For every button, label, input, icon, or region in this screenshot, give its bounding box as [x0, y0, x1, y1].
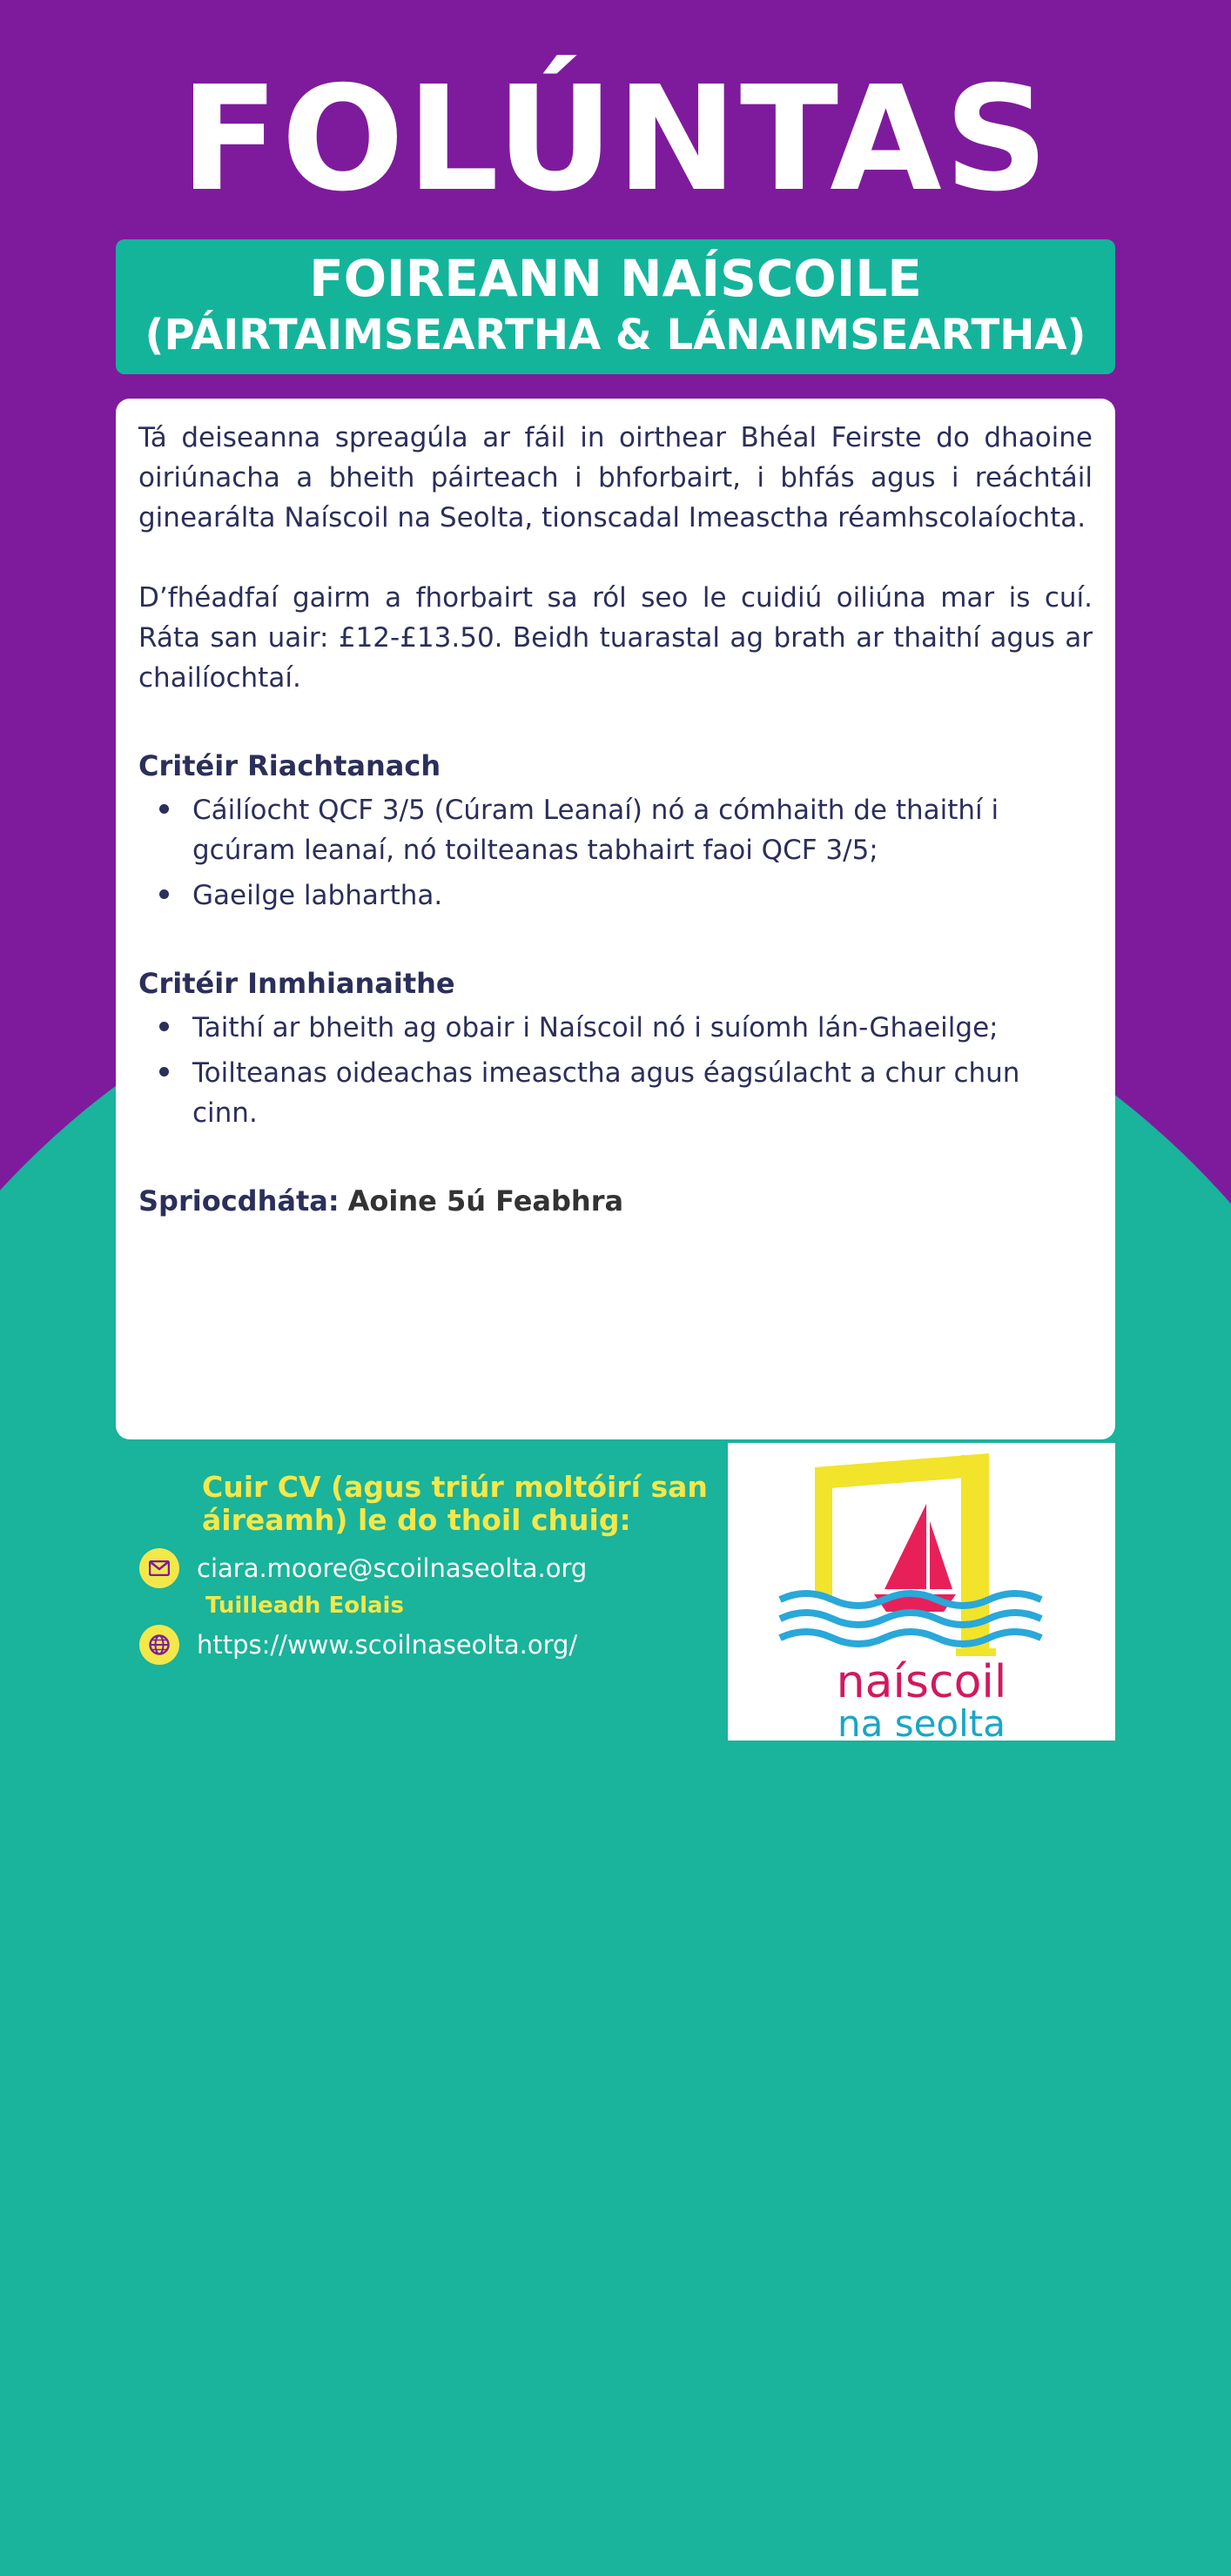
list-item	[138, 875, 1093, 916]
list-item	[138, 1008, 1093, 1048]
desirable-item-2: Toilteanas oideachas imeasctha agus éagsúlacht a chur chun cinn.	[192, 1057, 1020, 1129]
pay-paragraph: D’fhéadfaí gairm a fhorbairt sa ról seo le cuidiú oiliúna mar is cuí. Ráta san uair: £12-£13.50. Beidh tuarastal ag brath ar thaithí agus ar chailíochtaí.	[138, 582, 1093, 694]
banner-line-2: (PÁIRTAIMSEARTHA & LÁNAIMSEARTHA)	[145, 311, 1086, 359]
details-card	[116, 399, 1115, 1439]
bullet-icon	[159, 1067, 169, 1077]
contact-heading: Cuir CV (agus triúr moltóirí san áireamh) le do thoil chuig:	[202, 1470, 708, 1537]
deadline	[138, 1182, 1093, 1220]
website-link[interactable]: https://www.scoilnaseolta.org/	[197, 1630, 578, 1660]
desirable-criteria-list	[138, 1008, 1093, 1133]
logo-text-na-seolta: na seolta	[837, 1702, 1006, 1745]
globe-icon	[139, 1625, 179, 1665]
website-row[interactable]	[139, 1625, 577, 1665]
email-link[interactable]: ciara.moore@scoilnaseolta.org	[197, 1553, 588, 1583]
essential-item-2: Gaeilge labhartha.	[192, 880, 443, 911]
crane-boat-logo-icon	[728, 1443, 1115, 1656]
list-item	[138, 790, 1093, 870]
deadline-label: Spriocdháta:	[138, 1184, 340, 1218]
essential-criteria-title: Critéir Riachtanach	[138, 749, 441, 782]
logo-text-naiscoil: naíscoil	[836, 1656, 1007, 1708]
info-heading: Tuilleadh Eolais	[205, 1593, 404, 1619]
essential-item-1: Cáilíocht QCF 3/5 (Cúram Leanaí) nó a cómhaith de thaithí i gcúram leanaí, nó toilteanas tabhairt faoi QCF 3/5;	[192, 795, 999, 866]
logo-panel	[728, 1443, 1115, 1745]
deadline-value: Aoine 5ú Feabhra	[347, 1184, 624, 1218]
mail-icon	[139, 1548, 179, 1588]
bullet-icon	[159, 1022, 169, 1031]
email-row[interactable]	[139, 1548, 587, 1588]
bullet-icon	[159, 804, 169, 814]
intro-paragraph: Tá deiseanna spreagúla ar fáil in oirthear Bhéal Feirste do dhaoine oiriúnacha a bheith páirteach i bhforbairt, i bhfás agus i reáchtáil ginearálta Naíscoil na Seolta, tionscadal Imeasctha réamhscolaíochta.	[138, 422, 1093, 533]
position-banner	[116, 239, 1115, 374]
list-item	[138, 1053, 1093, 1133]
headline: FOLÚNTAS	[179, 56, 1052, 224]
desirable-criteria-title: Critéir Inmhianaithe	[138, 967, 455, 1000]
banner-line-1: FOIREANN NAÍSCOILE	[309, 249, 922, 308]
bullet-icon	[159, 889, 169, 899]
essential-criteria-list	[138, 790, 1093, 916]
desirable-item-1: Taithí ar bheith ag obair i Naíscoil nó i suíomh lán-Ghaeilge;	[192, 1012, 999, 1043]
